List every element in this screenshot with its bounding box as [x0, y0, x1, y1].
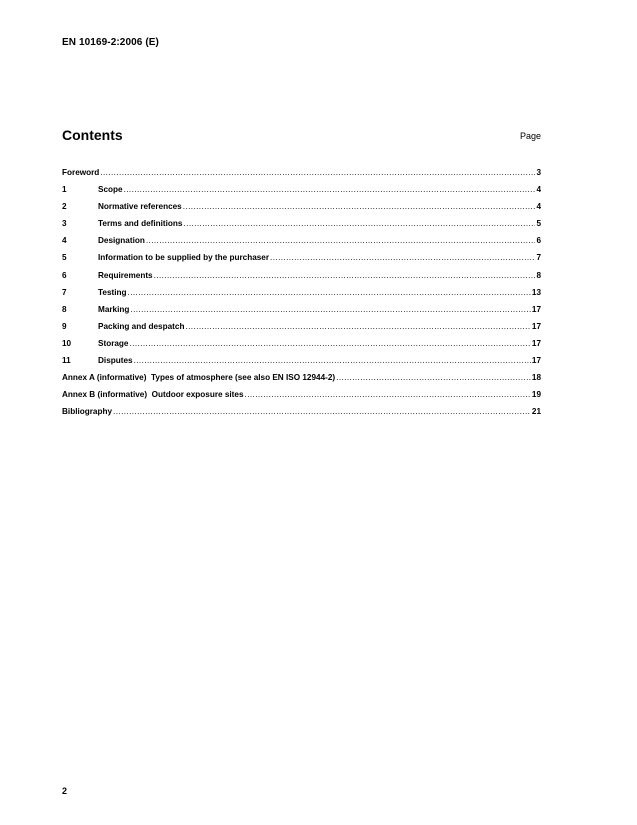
toc-entry-page: 8	[536, 270, 541, 280]
toc-entry-page: 17	[531, 356, 541, 366]
toc-dot-leader	[154, 267, 536, 284]
toc-entry-disputes[interactable]	[62, 352, 541, 369]
toc-entry-page: 17	[531, 321, 541, 331]
toc-entry-foreword[interactable]	[62, 164, 541, 181]
toc-entry-number: 11	[62, 356, 71, 366]
toc-entry-terms-and-definitions[interactable]	[62, 215, 541, 232]
toc-entry-number: 2	[62, 202, 67, 212]
toc-entry-page: 5	[536, 219, 541, 229]
toc-entry-designation[interactable]	[62, 232, 541, 249]
toc-entry-title: Normative references	[98, 202, 182, 212]
toc-dot-leader	[183, 198, 536, 215]
toc-entry-packing-and-despatch[interactable]	[62, 318, 541, 335]
toc-dot-leader	[100, 164, 535, 181]
toc-dot-leader	[128, 284, 531, 301]
toc-entry-number: 9	[62, 321, 67, 331]
toc-entry-title: Bibliography	[62, 407, 113, 417]
toc-entry-page: 6	[536, 236, 541, 246]
toc-entry-page: 17	[531, 338, 541, 348]
page-column-label: Page	[519, 131, 541, 141]
toc-dot-leader	[113, 403, 531, 420]
toc-entry-title: Designation	[98, 236, 145, 246]
toc-dot-leader	[245, 386, 531, 403]
toc-entry-page: 17	[531, 304, 541, 314]
toc-entry-title: Annex A (informative) Types of atmosphere (see also EN ISO 12944-2)	[62, 373, 336, 383]
toc-entry-number: 4	[62, 236, 67, 246]
toc-entry-number: 7	[62, 287, 67, 297]
toc-entry-page: 3	[536, 168, 541, 177]
toc-entry-page: 13	[531, 287, 541, 297]
toc-dot-leader	[336, 369, 531, 386]
toc-entry-page: 21	[531, 407, 541, 417]
toc-entry-bibliography[interactable]	[62, 403, 541, 420]
toc-entry-number: 6	[62, 270, 67, 280]
toc-entry-number: 5	[62, 253, 67, 263]
toc-entry-title: Testing	[98, 287, 127, 297]
toc-entry-storage[interactable]	[62, 335, 541, 352]
toc-entry-title: Information to be supplied by the purchaser	[98, 253, 270, 263]
toc-entry-information-purchaser[interactable]	[62, 249, 541, 266]
document-id: EN 10169-2:2006 (E)	[62, 37, 159, 48]
toc-entry-title: Terms and definitions	[98, 219, 183, 229]
toc-dot-leader	[185, 318, 530, 335]
toc-entry-title: Storage	[98, 338, 129, 348]
toc-entry-page: 7	[536, 253, 541, 263]
contents-heading: Contents	[62, 127, 123, 143]
toc-entry-scope[interactable]	[62, 181, 541, 198]
toc-dot-leader	[146, 232, 536, 249]
toc-entry-number: 3	[62, 219, 67, 229]
toc-dot-leader	[134, 352, 531, 369]
toc-entry-marking[interactable]	[62, 301, 541, 318]
toc-entry-title: Marking	[98, 304, 130, 314]
page-number: 2	[62, 786, 68, 796]
table-of-contents	[62, 164, 541, 420]
toc-entry-requirements[interactable]	[62, 267, 541, 284]
toc-entry-normative-references[interactable]	[62, 198, 541, 215]
toc-entry-annex-b[interactable]	[62, 386, 541, 403]
toc-entry-testing[interactable]	[62, 284, 541, 301]
toc-entry-page: 18	[531, 373, 541, 383]
toc-entry-number: 1	[62, 185, 67, 195]
toc-dot-leader	[124, 181, 536, 198]
toc-entry-page: 19	[531, 390, 541, 400]
toc-entry-page: 4	[536, 202, 541, 212]
toc-entry-title: Packing and despatch	[98, 321, 185, 331]
toc-entry-annex-a[interactable]	[62, 369, 541, 386]
toc-entry-title: Foreword	[62, 168, 100, 177]
toc-dot-leader	[183, 215, 535, 232]
toc-dot-leader	[270, 249, 535, 266]
toc-dot-leader	[130, 301, 530, 318]
toc-entry-title: Disputes	[98, 356, 133, 366]
toc-entry-page: 4	[536, 185, 541, 195]
toc-entry-title: Requirements	[98, 270, 153, 280]
toc-entry-title: Annex B (informative) Outdoor exposure sites	[62, 390, 244, 400]
toc-entry-number: 10	[62, 338, 72, 348]
toc-dot-leader	[129, 335, 530, 352]
toc-entry-title: Scope	[98, 185, 123, 195]
toc-entry-number: 8	[62, 304, 67, 314]
